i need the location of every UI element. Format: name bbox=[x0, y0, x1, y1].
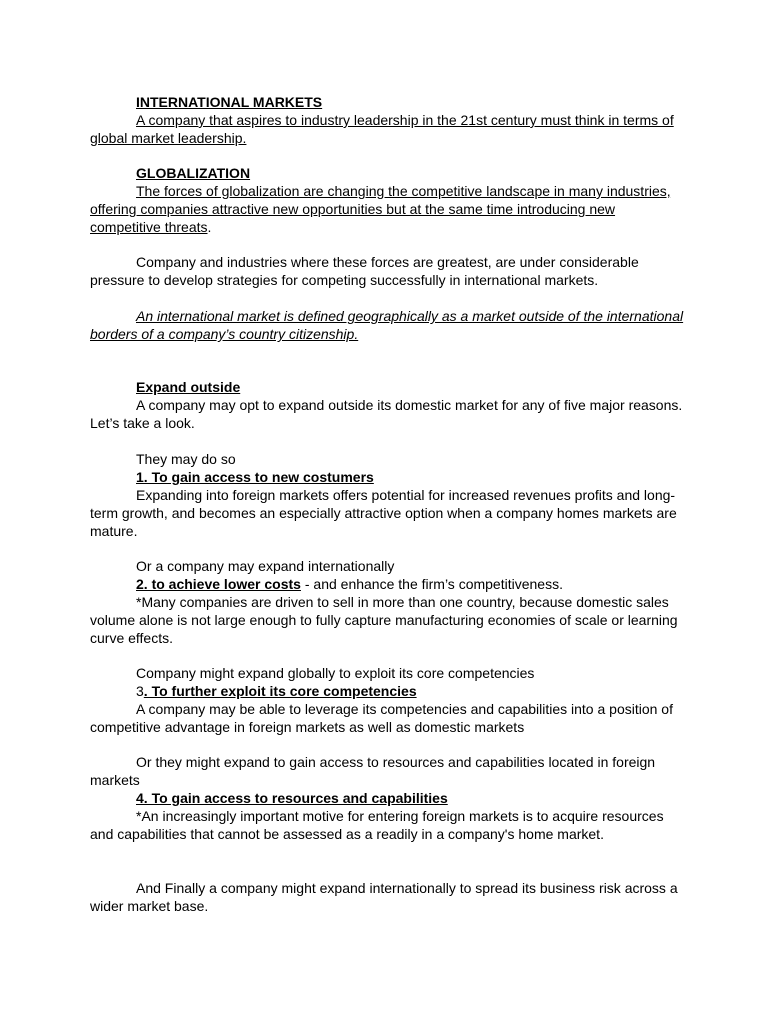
globalization-underlined-text: The forces of globalization are changing the competitive landscape in many industries, offering companies attractive new opportunities but at the same time introducing new competitive threats bbox=[90, 183, 671, 235]
reason-3-line bbox=[90, 682, 686, 700]
expand-outside-paragraph: A company may opt to expand outside its domestic market for any of five major reasons. Let’s take a look. bbox=[90, 397, 683, 431]
resources-intro: Or they might expand to gain access to resources and capabilities located in foreign markets bbox=[90, 754, 656, 788]
pressure-paragraph: Company and industries where these forces are greatest, are under considerable pressure to develop strategies for competing successfully in international markets. bbox=[90, 254, 639, 288]
reason-3-number: 3 bbox=[136, 683, 144, 699]
reason-4-heading: 4. To gain access to resources and capabilities bbox=[136, 790, 448, 806]
finally-paragraph: And Finally a company might expand internationally to spread its business risk across a wider market base. bbox=[90, 880, 678, 914]
reason-1-heading: 1. To gain access to new costumers bbox=[136, 469, 374, 485]
reason-4-paragraph: *An increasingly important motive for entering foreign markets is to acquire resources and capabilities that cannot be assessed as a readily in a company's home market. bbox=[90, 808, 664, 842]
reason-2-line bbox=[90, 575, 686, 593]
reason-1-paragraph: Expanding into foreign markets offers potential for increased revenues profits and long-term growth, and becomes an especially attractive option when a company homes markets are mature. bbox=[90, 487, 677, 539]
reason-2-paragraph: *Many companies are driven to sell in more than one country, because domestic sales volume alone is not large enough to fully capture manufacturing economies of scale or learning curve effects. bbox=[90, 594, 678, 646]
reason-2-tail: - and enhance the firm’s competitiveness. bbox=[300, 576, 563, 592]
core-competencies-intro: Company might expand globally to exploit its core competencies bbox=[136, 665, 535, 681]
globalization-paragraph bbox=[90, 182, 686, 236]
globalization-heading: GLOBALIZATION bbox=[136, 165, 251, 181]
or-expand-line: Or a company may expand internationally bbox=[136, 558, 395, 574]
reason-3-heading: . To further exploit its core competencies bbox=[143, 683, 417, 699]
intl-markets-heading: INTERNATIONAL MARKETS bbox=[136, 94, 323, 110]
reason-2-heading: 2. to achieve lower costs bbox=[136, 576, 301, 592]
reason-3-paragraph: A company may be able to leverage its competencies and capabilities into a position of competitive advantage in foreign markets as well as domestic markets bbox=[90, 701, 673, 735]
expand-outside-heading: Expand outside bbox=[136, 379, 241, 395]
definition-paragraph: An international market is defined geographically as a market outside of the international borders of a company’s country citizenship. bbox=[90, 308, 684, 342]
globalization-period: . bbox=[207, 219, 212, 235]
may-do-so-line: They may do so bbox=[136, 451, 236, 467]
intl-markets-paragraph: A company that aspires to industry leadership in the 21st century must think in terms of global market leadership. bbox=[90, 112, 674, 146]
